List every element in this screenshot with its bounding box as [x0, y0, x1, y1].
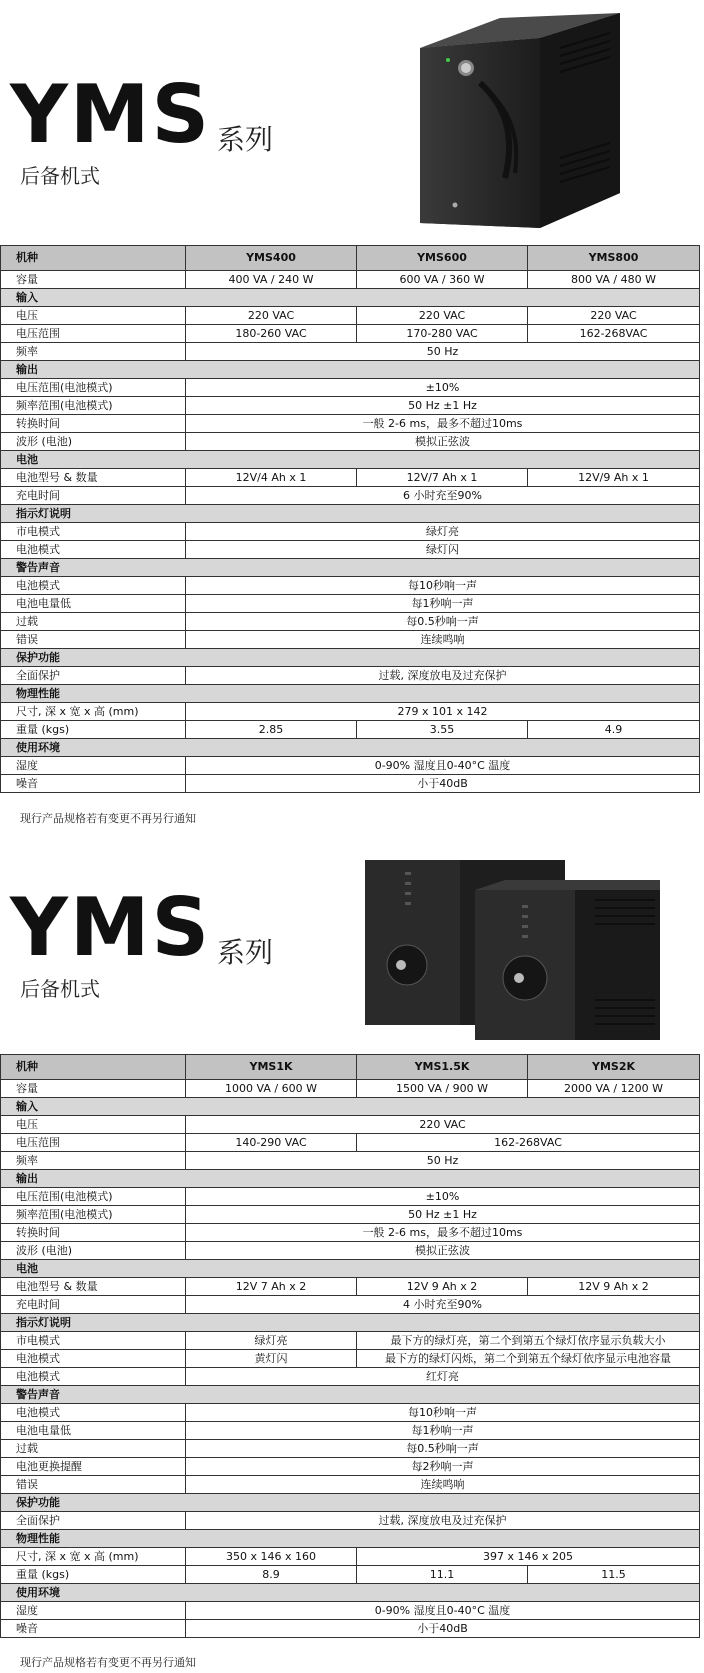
category-row — [1, 1584, 700, 1602]
table-row — [1, 1080, 700, 1098]
table-row — [1, 397, 700, 415]
row-label: 噪音 — [1, 1620, 186, 1638]
table-cell: 220 VAC — [357, 307, 528, 325]
brand-title: YMS — [10, 881, 212, 974]
row-label: 电池模式 — [1, 1404, 186, 1422]
table-row — [1, 523, 700, 541]
row-label: 频率范围(电池模式) — [1, 397, 186, 415]
table-cell-merged: 小于40dB — [186, 775, 700, 793]
table-cell-merged: 50 Hz — [186, 343, 700, 361]
table-row — [1, 1242, 700, 1260]
column-header-model: YMS600 — [357, 246, 528, 271]
table-cell-merged: 每1秒响一声 — [186, 595, 700, 613]
row-label: 频率 — [1, 343, 186, 361]
category-label: 使用环境 — [1, 739, 700, 757]
table-row — [1, 325, 700, 343]
table-cell: 4.9 — [528, 721, 700, 739]
row-label: 电压范围 — [1, 1134, 186, 1152]
row-label: 电压 — [1, 307, 186, 325]
row-label: 频率 — [1, 1152, 186, 1170]
category-row — [1, 361, 700, 379]
row-label: 电池电量低 — [1, 595, 186, 613]
table-row — [1, 1476, 700, 1494]
table-cell-merged: 每10秒响一声 — [186, 1404, 700, 1422]
table-cell: 12V 9 Ah x 2 — [528, 1278, 700, 1296]
table-cell: 220 VAC — [186, 307, 357, 325]
table-cell-merged: 4 小时充至90% — [186, 1296, 700, 1314]
row-label: 重量 (kgs) — [1, 721, 186, 739]
table-row — [1, 595, 700, 613]
table-cell: 1000 VA / 600 W — [186, 1080, 357, 1098]
mode-label: 后备机式 — [20, 977, 100, 1001]
category-row — [1, 1530, 700, 1548]
column-header-model: YMS800 — [528, 246, 700, 271]
table-cell: 350 x 146 x 160 — [186, 1548, 357, 1566]
table-cell-merged: 每0.5秒响一声 — [186, 1440, 700, 1458]
row-label: 全面保护 — [1, 1512, 186, 1530]
table-row — [1, 577, 700, 595]
table-row — [1, 1566, 700, 1584]
category-row — [1, 739, 700, 757]
column-header-label: 机种 — [1, 1055, 186, 1080]
table-cell-merged: 模拟正弦波 — [186, 433, 700, 451]
row-label: 电池模式 — [1, 1368, 186, 1386]
row-label: 容量 — [1, 1080, 186, 1098]
table-cell-merged: 过载, 深度放电及过充保护 — [186, 667, 700, 685]
table-row — [1, 1224, 700, 1242]
table-cell: 2000 VA / 1200 W — [528, 1080, 700, 1098]
table-row — [1, 1350, 700, 1368]
table-row — [1, 1512, 700, 1530]
table-cell-merged: 50 Hz — [186, 1152, 700, 1170]
row-label: 错误 — [1, 1476, 186, 1494]
table-row — [1, 1422, 700, 1440]
row-label: 电压范围(电池模式) — [1, 379, 186, 397]
table-row — [1, 631, 700, 649]
table-cell-merged: 每10秒响一声 — [186, 577, 700, 595]
table-row — [1, 1548, 700, 1566]
disclaimer-note: 现行产品规格若有变更不再另行通知 — [20, 812, 196, 825]
category-label: 指示灯说明 — [1, 1314, 700, 1332]
table-cell: 12V/7 Ah x 1 — [357, 469, 528, 487]
row-label: 市电模式 — [1, 1332, 186, 1350]
table-cell: 162-268VAC — [528, 325, 700, 343]
table-row — [1, 757, 700, 775]
category-row — [1, 559, 700, 577]
category-label: 保护功能 — [1, 649, 700, 667]
table-row — [1, 667, 700, 685]
table-cell-merged: 绿灯亮 — [186, 523, 700, 541]
table-row — [1, 703, 700, 721]
table-cell: 11.5 — [528, 1566, 700, 1584]
table-cell-merged: 绿灯闪 — [186, 541, 700, 559]
table-row — [1, 1206, 700, 1224]
category-row — [1, 1260, 700, 1278]
brand-title: YMS — [10, 68, 212, 161]
category-label: 输入 — [1, 1098, 700, 1116]
category-label: 电池 — [1, 451, 700, 469]
table-row — [1, 1134, 700, 1152]
table-cell-merged: 每1秒响一声 — [186, 1422, 700, 1440]
row-label: 全面保护 — [1, 667, 186, 685]
table-cell-merged: 最下方的绿灯闪烁，第二个到第五个绿灯依序显示电池容量 — [357, 1350, 700, 1368]
category-label: 输出 — [1, 1170, 700, 1188]
row-label: 湿度 — [1, 757, 186, 775]
column-header-model: YMS2K — [528, 1055, 700, 1080]
table-cell: 11.1 — [357, 1566, 528, 1584]
row-label: 尺寸, 深 x 宽 x 高 (mm) — [1, 703, 186, 721]
column-header-label: 机种 — [1, 246, 186, 271]
column-header-model: YMS1.5K — [357, 1055, 528, 1080]
table-cell-merged: ±10% — [186, 379, 700, 397]
row-label: 频率范围(电池模式) — [1, 1206, 186, 1224]
table-header-row — [1, 1055, 700, 1080]
series-label: 系列 — [217, 936, 274, 969]
row-label: 尺寸, 深 x 宽 x 高 (mm) — [1, 1548, 186, 1566]
table-cell-merged: 220 VAC — [186, 1116, 700, 1134]
row-label: 过载 — [1, 1440, 186, 1458]
category-row — [1, 505, 700, 523]
category-label: 物理性能 — [1, 1530, 700, 1548]
table-row — [1, 415, 700, 433]
row-label: 转换时间 — [1, 1224, 186, 1242]
row-label: 波形 (电池) — [1, 1242, 186, 1260]
table-cell-merged: 过载, 深度放电及过充保护 — [186, 1512, 700, 1530]
category-label: 物理性能 — [1, 685, 700, 703]
table-cell: 12V 7 Ah x 2 — [186, 1278, 357, 1296]
category-row — [1, 289, 700, 307]
category-label: 保护功能 — [1, 1494, 700, 1512]
table-cell-merged: 一般 2-6 ms，最多不超过10ms — [186, 1224, 700, 1242]
mode-label: 后备机式 — [20, 164, 100, 188]
row-label: 电池型号 & 数量 — [1, 1278, 186, 1296]
row-label: 错误 — [1, 631, 186, 649]
table-cell-merged: 279 x 101 x 142 — [186, 703, 700, 721]
table-header-row — [1, 246, 700, 271]
table-row — [1, 1332, 700, 1350]
table-cell-merged: ±10% — [186, 1188, 700, 1206]
table-row — [1, 541, 700, 559]
table-cell-merged: 模拟正弦波 — [186, 1242, 700, 1260]
table-cell: 400 VA / 240 W — [186, 271, 357, 289]
spec-table — [0, 245, 700, 793]
table-cell-merged: 0-90% 湿度且0-40°C 温度 — [186, 757, 700, 775]
row-label: 充电时间 — [1, 1296, 186, 1314]
disclaimer-note: 现行产品规格若有变更不再另行通知 — [20, 1656, 196, 1669]
table-cell: 180-260 VAC — [186, 325, 357, 343]
row-label: 电池更换提醒 — [1, 1458, 186, 1476]
table-cell: 绿灯亮 — [186, 1332, 357, 1350]
category-label: 输入 — [1, 289, 700, 307]
table-row — [1, 271, 700, 289]
table-row — [1, 1620, 700, 1638]
table-cell: 140-290 VAC — [186, 1134, 357, 1152]
row-label: 电池模式 — [1, 1350, 186, 1368]
table-cell-merged: 397 x 146 x 205 — [357, 1548, 700, 1566]
category-row — [1, 451, 700, 469]
category-row — [1, 1386, 700, 1404]
category-row — [1, 1314, 700, 1332]
category-row — [1, 1170, 700, 1188]
table-cell-merged: 162-268VAC — [357, 1134, 700, 1152]
category-label: 使用环境 — [1, 1584, 700, 1602]
table-cell: 800 VA / 480 W — [528, 271, 700, 289]
table-cell-merged: 红灯亮 — [186, 1368, 700, 1386]
table-cell: 600 VA / 360 W — [357, 271, 528, 289]
category-label: 电池 — [1, 1260, 700, 1278]
table-row — [1, 469, 700, 487]
table-cell-merged: 0-90% 湿度且0-40°C 温度 — [186, 1602, 700, 1620]
row-label: 电压范围 — [1, 325, 186, 343]
table-cell-merged: 最下方的绿灯亮，第二个到第五个绿灯依序显示负载大小 — [357, 1332, 700, 1350]
category-label: 输出 — [1, 361, 700, 379]
table-cell: 黄灯闪 — [186, 1350, 357, 1368]
table-cell-merged: 每0.5秒响一声 — [186, 613, 700, 631]
table-row — [1, 487, 700, 505]
table-cell: 2.85 — [186, 721, 357, 739]
row-label: 电池模式 — [1, 541, 186, 559]
table-row — [1, 613, 700, 631]
product-section-2 — [0, 830, 704, 1673]
table-cell: 3.55 — [357, 721, 528, 739]
ups-tower-photo — [410, 8, 625, 233]
table-row — [1, 1152, 700, 1170]
table-cell: 170-280 VAC — [357, 325, 528, 343]
table-cell-merged: 每2秒响一声 — [186, 1458, 700, 1476]
row-label: 过载 — [1, 613, 186, 631]
table-cell: 8.9 — [186, 1566, 357, 1584]
column-header-model: YMS1K — [186, 1055, 357, 1080]
category-label: 警告声音 — [1, 559, 700, 577]
row-label: 容量 — [1, 271, 186, 289]
row-label: 湿度 — [1, 1602, 186, 1620]
table-cell: 1500 VA / 900 W — [357, 1080, 528, 1098]
table-row — [1, 379, 700, 397]
row-label: 市电模式 — [1, 523, 186, 541]
category-label: 警告声音 — [1, 1386, 700, 1404]
category-row — [1, 685, 700, 703]
table-cell-merged: 50 Hz ±1 Hz — [186, 397, 700, 415]
category-label: 指示灯说明 — [1, 505, 700, 523]
table-cell-merged: 小于40dB — [186, 1620, 700, 1638]
table-row — [1, 721, 700, 739]
table-row — [1, 343, 700, 361]
table-cell: 12V/4 Ah x 1 — [186, 469, 357, 487]
row-label: 充电时间 — [1, 487, 186, 505]
row-label: 电压 — [1, 1116, 186, 1134]
table-row — [1, 307, 700, 325]
table-row — [1, 1278, 700, 1296]
table-row — [1, 1458, 700, 1476]
row-label: 电池型号 & 数量 — [1, 469, 186, 487]
row-label: 电池模式 — [1, 577, 186, 595]
category-row — [1, 1098, 700, 1116]
table-cell-merged: 50 Hz ±1 Hz — [186, 1206, 700, 1224]
table-row — [1, 1602, 700, 1620]
product-section-1 — [0, 0, 704, 830]
column-header-model: YMS400 — [186, 246, 357, 271]
table-cell: 12V 9 Ah x 2 — [357, 1278, 528, 1296]
table-cell: 220 VAC — [528, 307, 700, 325]
table-row — [1, 1188, 700, 1206]
table-row — [1, 775, 700, 793]
ups-pair-photo — [365, 860, 665, 1050]
table-cell-merged: 6 小时充至90% — [186, 487, 700, 505]
series-label: 系列 — [217, 123, 274, 156]
row-label: 噪音 — [1, 775, 186, 793]
table-row — [1, 1296, 700, 1314]
table-row — [1, 1116, 700, 1134]
category-row — [1, 649, 700, 667]
row-label: 重量 (kgs) — [1, 1566, 186, 1584]
table-cell: 12V/9 Ah x 1 — [528, 469, 700, 487]
row-label: 波形 (电池) — [1, 433, 186, 451]
table-cell-merged: 连续鸣响 — [186, 631, 700, 649]
row-label: 电压范围(电池模式) — [1, 1188, 186, 1206]
row-label: 转换时间 — [1, 415, 186, 433]
table-row — [1, 433, 700, 451]
table-row — [1, 1440, 700, 1458]
category-row — [1, 1494, 700, 1512]
table-cell-merged: 一般 2-6 ms，最多不超过10ms — [186, 415, 700, 433]
table-cell-merged: 连续鸣响 — [186, 1476, 700, 1494]
row-label: 电池电量低 — [1, 1422, 186, 1440]
spec-table — [0, 1054, 700, 1638]
table-row — [1, 1368, 700, 1386]
table-row — [1, 1404, 700, 1422]
